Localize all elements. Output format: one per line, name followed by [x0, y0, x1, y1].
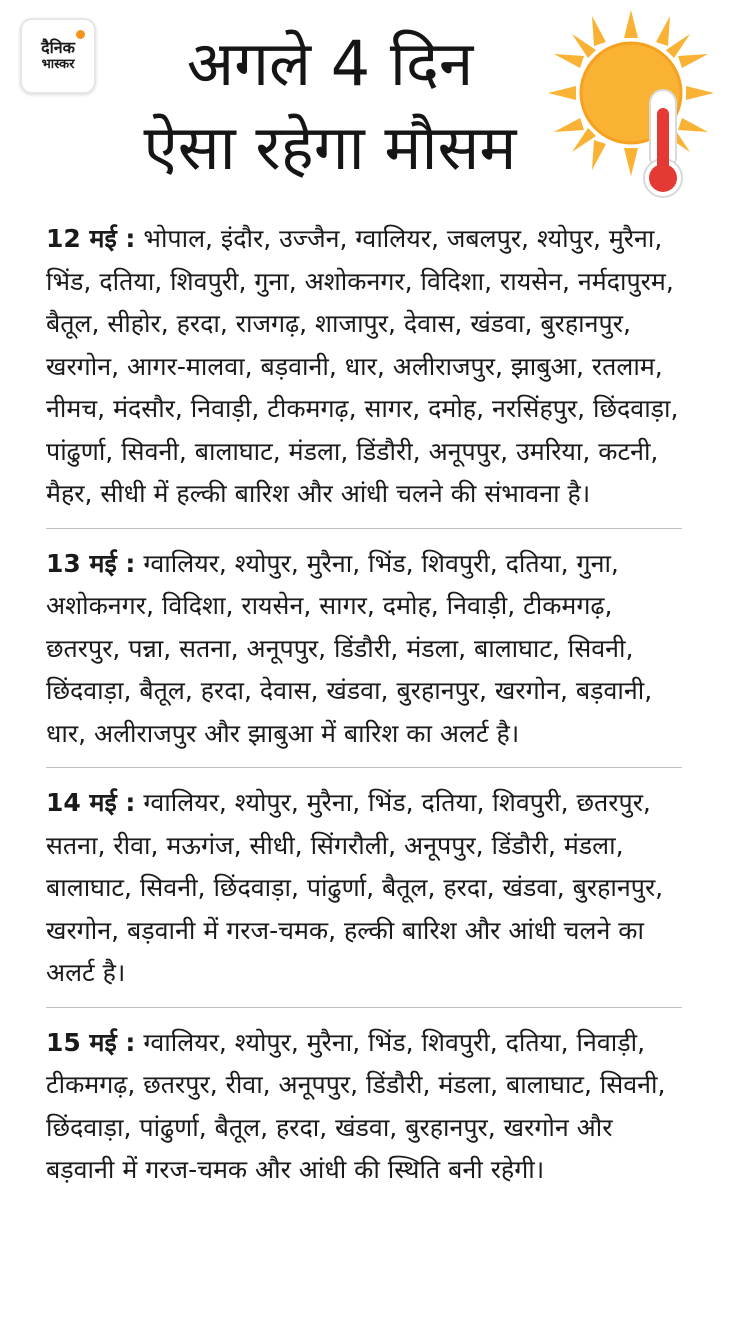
forecast-day-13	[46, 543, 686, 764]
logo-dot	[76, 30, 85, 39]
brand-line2: भास्कर	[41, 57, 75, 72]
forecast-text: ग्वालियर, श्योपुर, मुरैना, भिंड, शिवपुरी, दतिया, निवाड़ी, टीकमगढ़, छतरपुर, रीवा, अनूपपुर, डिंडौरी, मंडला, बालाघाट, सिवनी, छिंदवाड़ा, पांढुर्णा, बैतूल, हरदा, खंडवा, बुरहानपुर, खरगोन और बड़वानी में गरज-चमक और आंधी की स्थिति बनी रहेगी।	[46, 1027, 666, 1184]
brand-logo	[20, 18, 96, 94]
forecast-day-14	[46, 782, 686, 1003]
forecast-date: 14 मई :	[46, 788, 136, 817]
forecast-list	[46, 218, 686, 1200]
sun-icon	[546, 8, 716, 198]
divider	[46, 767, 682, 768]
forecast-text: भोपाल, इंदौर, उज्जैन, ग्वालियर, जबलपुर, श्योपुर, मुरैना, भिंड, दतिया, शिवपुरी, गुना, अशोकनगर, विदिशा, रायसेन, नर्मदापुरम, बैतूल, सीहोर, हरदा, राजगढ़, शाजापुर, देवास, खंडवा, बुरहानपुर, खरगोन, आगर-मालवा, बड़वानी, धार, अलीराजपुर, झाबुआ, रतलाम, नीमच, मंदसौर, निवाड़ी, टीकमगढ़, सागर, दमोह, नरसिंहपुर, छिंदवाड़ा, पांढुर्णा, सिवनी, बालाघाट, मंडला, डिंडौरी, अनूपपुर, उमरिया, कटनी, मैहर, सीधी में हल्की बारिश और आंधी चलने की संभावना है।	[46, 224, 679, 508]
page-title	[100, 22, 560, 190]
divider	[46, 1007, 682, 1008]
title-line1: अगले 4 दिन	[186, 27, 474, 100]
divider	[46, 528, 682, 529]
forecast-text: ग्वालियर, श्योपुर, मुरैना, भिंड, शिवपुरी, दतिया, गुना, अशोकनगर, विदिशा, रायसेन, सागर, दमोह, निवाड़ी, टीकमगढ़, छतरपुर, पन्ना, सतना, अनूपपुर, डिंडौरी, मंडला, बालाघाट, सिवनी, छिंदवाड़ा, बैतूल, हरदा, देवास, खंडवा, बुरहानपुर, खरगोन, बड़वानी, धार, अलीराजपुर और झाबुआ में बारिश का अलर्ट है।	[46, 548, 653, 748]
forecast-date: 12 मई :	[46, 224, 136, 253]
brand-line1: दैनिक	[41, 38, 75, 57]
forecast-day-15	[46, 1022, 686, 1200]
title-line2: ऐसा रहेगा मौसम	[143, 111, 517, 184]
forecast-date: 13 मई :	[46, 548, 136, 578]
forecast-text: ग्वालियर, श्योपुर, मुरैना, भिंड, दतिया, शिवपुरी, छतरपुर, सतना, रीवा, मऊगंज, सीधी, सिंगरौली, अनूपपुर, डिंडौरी, मंडला, बालाघाट, सिवनी, छिंदवाड़ा, पांढुर्णा, बैतूल, हरदा, खंडवा, बुरहानपुर, खरगोन, बड़वानी में गरज-चमक, हल्की बारिश और आंधी चलने का अलर्ट है।	[46, 788, 664, 987]
forecast-date: 15 मई :	[46, 1027, 136, 1057]
forecast-day-12	[46, 218, 686, 524]
thermometer-icon	[644, 90, 682, 197]
